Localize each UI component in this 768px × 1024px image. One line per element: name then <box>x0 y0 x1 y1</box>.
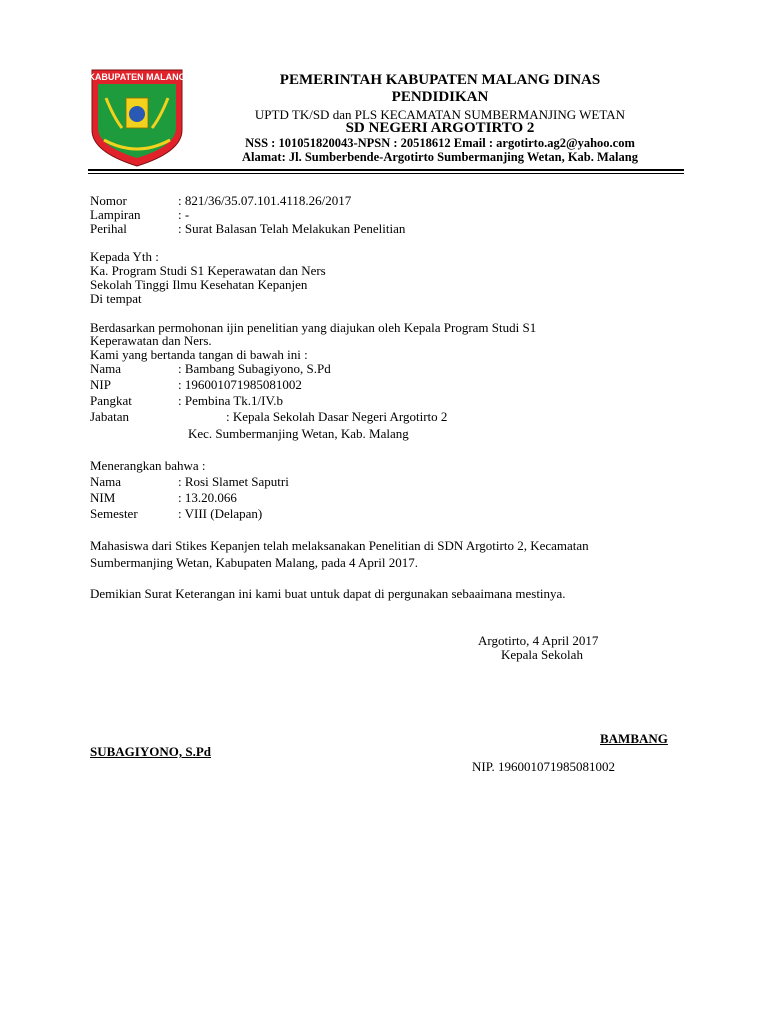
student-semester-label: Semester <box>90 506 138 521</box>
closing-position: Kepala Sekolah <box>501 647 583 662</box>
signer-nama-value: : Bambang Subagiyono, S.Pd <box>178 361 331 376</box>
kabupaten-malang-logo <box>88 68 186 168</box>
lampiran-label: Lampiran <box>90 207 141 222</box>
student-nama-label: Nama <box>90 474 122 489</box>
closing-place-date: Argotirto, 4 April 2017 <box>478 633 599 648</box>
student-nim-value: : 13.20.066 <box>178 490 237 505</box>
recipient-line-3: Sekolah Tinggi Ilmu Kesehatan Kepanjen <box>90 277 308 292</box>
student-intro: Menerangkan bahwa : <box>90 458 206 473</box>
signer-jabatan-value-2: Kec. Sumbermanjing Wetan, Kab. Malang <box>188 426 409 441</box>
body-para-1-line-2: Sumbermanjing Wetan, Kabupaten Malang, pada 4 April 2017. <box>90 555 418 570</box>
header-divider <box>88 169 684 171</box>
signer-pangkat-label: Pangkat <box>90 393 132 408</box>
recipient-line-4: Di tempat <box>90 291 142 306</box>
intro-line-3: Kami yang bertanda tangan di bawah ini : <box>90 347 308 362</box>
nomor-value: : 821/36/35.07.101.4118.26/2017 <box>178 193 352 208</box>
signer-pangkat-value: : Pembina Tk.1/IV.b <box>178 393 283 408</box>
perihal-label: Perihal <box>90 221 127 236</box>
body-para-1-line-1: Mahasiswa dari Stikes Kepanjen telah melaksanakan Penelitian di SDN Argotirto 2, Kecamatan <box>90 538 589 553</box>
header-line-4: SD NEGERI ARGOTIRTO 2 <box>345 120 535 136</box>
signer-jabatan-label: Jabatan <box>90 409 129 424</box>
closing-nip: NIP. 196001071985081002 <box>472 759 616 774</box>
recipient-line-2: Ka. Program Studi S1 Keperawatan dan Ners <box>90 263 326 278</box>
header-line-5: NSS : 101051820043-NPSN : 20518612 Email : argotirto.ag2@yahoo.com <box>245 136 635 150</box>
header-divider-thin <box>88 173 684 174</box>
intro-line-2: Keperawatan dan Ners. <box>90 333 212 348</box>
signer-name-part-1: BAMBANG <box>600 731 668 746</box>
signer-nip-label: NIP <box>90 377 111 392</box>
perihal-value: : Surat Balasan Telah Melakukan Penelitian <box>178 221 406 236</box>
signer-name-part-2: SUBAGIYONO, S.Pd <box>90 744 211 759</box>
body-para-2: Demikian Surat Keterangan ini kami buat untuk dapat di pergunakan sebaaimana mestinya. <box>90 586 566 601</box>
signer-nip-value: : 196001071985081002 <box>178 377 302 392</box>
logo-text: KABUPATEN MALANG <box>88 72 186 82</box>
header-line-3: UPTD TK/SD dan PLS KECAMATAN SUMBERMANJING WETAN <box>254 107 626 122</box>
student-nim-label: NIM <box>90 490 116 505</box>
student-nama-value: : Rosi Slamet Saputri <box>178 474 289 489</box>
header-line-6: Alamat: Jl. Sumberbende-Argotirto Sumbermanjing Wetan, Kab. Malang <box>242 150 638 164</box>
intro-line-1: Berdasarkan permohonan ijin penelitian yang diajukan oleh Kepala Program Studi S1 <box>90 320 537 335</box>
header-line-2: PENDIDIKAN <box>391 89 489 105</box>
recipient-line-1: Kepada Yth : <box>90 249 159 264</box>
student-semester-value: : VIII (Delapan) <box>178 506 263 521</box>
signer-jabatan-value: : Kepala Sekolah Dasar Negeri Argotirto 2 <box>226 409 448 424</box>
nomor-label: Nomor <box>90 193 127 208</box>
lampiran-value: : - <box>178 207 190 222</box>
signer-nama-label: Nama <box>90 361 122 376</box>
header-line-1: PEMERINTAH KABUPATEN MALANG DINAS <box>279 72 601 88</box>
